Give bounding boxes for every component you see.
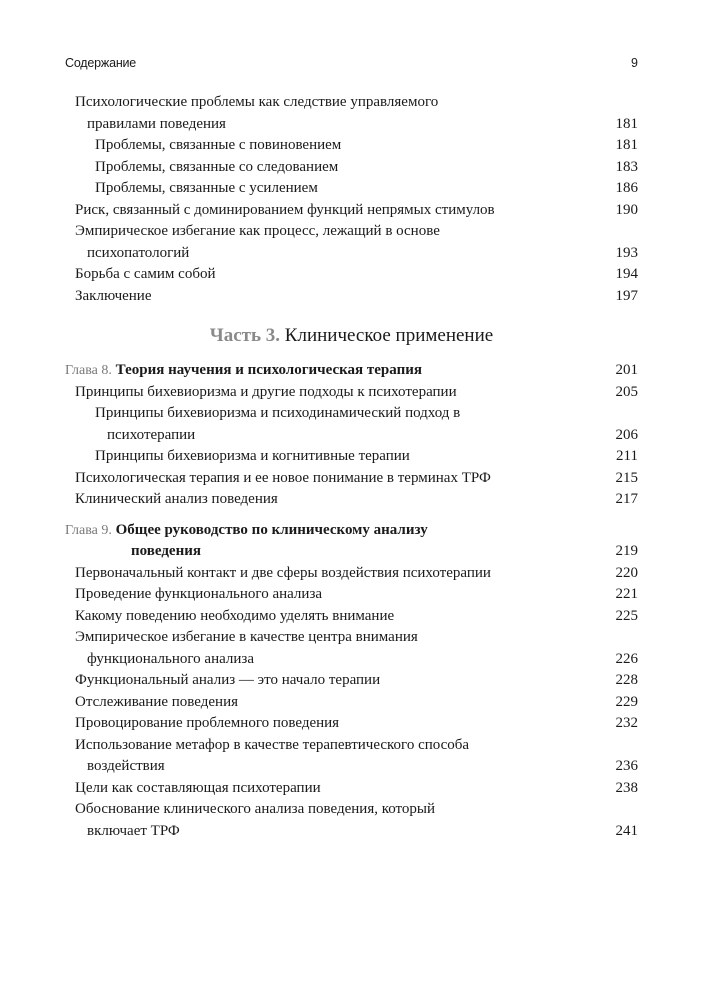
toc-entry-title: [75, 200, 638, 222]
part-label: Часть 3.: [209, 325, 281, 346]
toc-entry-title: [95, 135, 638, 157]
toc-entry-title: [75, 799, 638, 842]
toc-entry-title: [75, 286, 638, 308]
toc-entry-page: 217: [615, 491, 638, 507]
toc-entry-line: Первоначальный контакт и две сферы воздействия психотерапии: [75, 564, 491, 581]
toc-entry: [75, 382, 638, 404]
toc-entry-title: [75, 778, 638, 800]
toc-entry-page: 228: [615, 672, 638, 688]
toc-entry: [75, 563, 638, 585]
toc-entry: [95, 135, 638, 157]
toc-entry-line-continuation: воздействия: [87, 758, 165, 774]
toc-entry-line: Эмпирическое избегание в качестве центра внимания: [75, 629, 418, 645]
chapter-label: Глава 9.: [65, 522, 112, 538]
chapter-page: 201: [615, 362, 638, 378]
toc-entry-line: Принципы бихевиоризма и когнитивные терапии: [95, 448, 410, 464]
toc-entry-line: Отслеживание поведения: [75, 693, 238, 710]
toc-entry: [75, 92, 638, 135]
toc-entry-title: [75, 382, 638, 404]
toc-entry-title: [95, 403, 638, 446]
toc-entry: [75, 778, 638, 800]
toc-entry-line: Проблемы, связанные с повиновением: [95, 137, 342, 153]
toc-entry-line: Какому поведению необходимо уделять внимание: [75, 607, 395, 624]
toc-entry-line-continuation: психотерапии: [107, 426, 196, 443]
toc-entry-page: 197: [615, 287, 638, 304]
toc-entry-line: Проблемы, связанные с усилением: [95, 180, 318, 196]
toc-entry-page: 226: [615, 650, 638, 667]
toc-entry-page: 181: [615, 137, 638, 153]
toc-entry-page: 211: [616, 448, 638, 464]
chapter-label: Глава 8.: [65, 363, 112, 378]
page-number: 9: [631, 56, 638, 70]
toc-entry-page: 183: [615, 158, 638, 175]
toc-entry: [75, 735, 638, 778]
chapter-page: 219: [615, 543, 638, 559]
toc-entry-page: 236: [615, 758, 638, 774]
toc-entry-title: [75, 584, 638, 606]
toc-entry-line: Эмпирическое избегание как процесс, лежащий в основе: [75, 223, 440, 239]
table-of-contents: [65, 92, 638, 842]
part-heading: [65, 324, 638, 348]
toc-entry: [75, 264, 638, 286]
toc-entry-line: Принципы бихевиоризма и психодинамический подход в: [95, 405, 461, 421]
toc-entry-line-continuation: включает ТРФ: [87, 822, 180, 839]
toc-entry: [75, 489, 638, 511]
toc-entry: [95, 157, 638, 179]
toc-entry-line: Провоцирование проблемного поведения: [75, 715, 340, 731]
toc-entry-line: Использование метафор в качестве терапевтического способа: [75, 736, 470, 753]
toc-entry: [75, 468, 638, 490]
toc-entry-title: [75, 627, 638, 670]
toc-entry-page: 186: [615, 180, 638, 196]
toc-entry-line: Борьба с самим собой: [75, 266, 216, 282]
toc-group-chapter9: [65, 563, 638, 843]
toc-entry-line: Клинический анализ поведения: [75, 491, 278, 507]
toc-entry-line: Цели как составляющая психотерапии: [75, 779, 321, 796]
part-title: Клиническое применение: [284, 325, 494, 346]
toc-entry-page: 220: [615, 564, 638, 581]
toc-entry-page: 225: [615, 607, 638, 624]
toc-group-chapter8: [65, 382, 638, 511]
toc-entry-page: 205: [615, 383, 638, 400]
toc-entry-line-continuation: психопатологий: [87, 244, 190, 261]
toc-entry-title: [95, 157, 638, 179]
toc-entry-line: Риск, связанный с доминированием функций непрямых стимулов: [75, 201, 495, 218]
toc-entry: [75, 627, 638, 670]
toc-entry: [75, 799, 638, 842]
toc-entry: [75, 584, 638, 606]
toc-entry-line: Психологические проблемы как следствие управляемого: [75, 94, 439, 110]
toc-entry-page: 221: [615, 586, 638, 602]
toc-entry-page: 193: [615, 244, 638, 261]
toc-entry: [95, 178, 638, 200]
toc-entry-line-continuation: правилами поведения: [87, 115, 226, 132]
toc-entry-page: 194: [615, 266, 638, 282]
toc-entry-title: [75, 563, 638, 585]
toc-entry-title: [75, 606, 638, 628]
toc-entry-title: [75, 92, 638, 135]
toc-entry: [95, 446, 638, 468]
toc-entry-page: 238: [615, 779, 638, 796]
running-head-title: Содержание: [65, 56, 137, 70]
toc-entry-line: Функциональный анализ — это начало терапии: [75, 672, 381, 688]
toc-entry-page: 241: [615, 822, 638, 839]
toc-entry: [75, 670, 638, 692]
toc-entry-line: Проблемы, связанные со следованием: [95, 158, 339, 175]
toc-entry: [75, 200, 638, 222]
chapter-title: Теория научения и психологическая терапия: [115, 362, 422, 378]
toc-entry-title: [75, 692, 638, 714]
toc-entry-line: Принципы бихевиоризма и другие подходы к психотерапии: [75, 383, 457, 400]
chapter-title-continuation: поведения: [131, 543, 201, 559]
toc-entry-title: [95, 446, 638, 468]
toc-entry-title: [75, 670, 638, 692]
toc-entry: [75, 221, 638, 264]
toc-entry: [75, 692, 638, 714]
toc-entry-page: 206: [615, 426, 638, 443]
chapter-heading-9: [65, 520, 638, 563]
toc-entry-title: [75, 713, 638, 735]
toc-entry-title: [75, 264, 638, 286]
toc-entry-title: [75, 735, 638, 778]
toc-entry-line: Заключение: [75, 287, 152, 304]
toc-entry-line: Обоснование клинического анализа поведения, который: [75, 801, 436, 817]
toc-entry: [95, 403, 638, 446]
toc-entry: [75, 286, 638, 308]
toc-entry-title: [75, 221, 638, 264]
toc-entry-page: 181: [615, 115, 638, 132]
toc-entry-page: 215: [615, 469, 638, 486]
toc-entry-title: [75, 489, 638, 511]
toc-entry-page: 229: [615, 693, 638, 710]
chapter-heading-8: [65, 360, 638, 382]
toc-entry: [75, 606, 638, 628]
chapter-title: Общее руководство по клиническому анализу: [115, 521, 428, 538]
toc-entry-line-continuation: функционального анализа: [87, 650, 254, 667]
toc-entry-line: Проведение функционального анализа: [75, 586, 323, 602]
toc-entry-title: [75, 468, 638, 490]
toc-entry-page: 190: [615, 201, 638, 218]
toc-entry-line: Психологическая терапия и ее новое понимание в терминах ТРФ: [75, 469, 491, 486]
toc-entry-title: [95, 178, 638, 200]
toc-entry: [75, 713, 638, 735]
running-head: [65, 56, 638, 74]
toc-entry-page: 232: [615, 715, 638, 731]
toc-group-chapter7-tail: [65, 92, 638, 307]
